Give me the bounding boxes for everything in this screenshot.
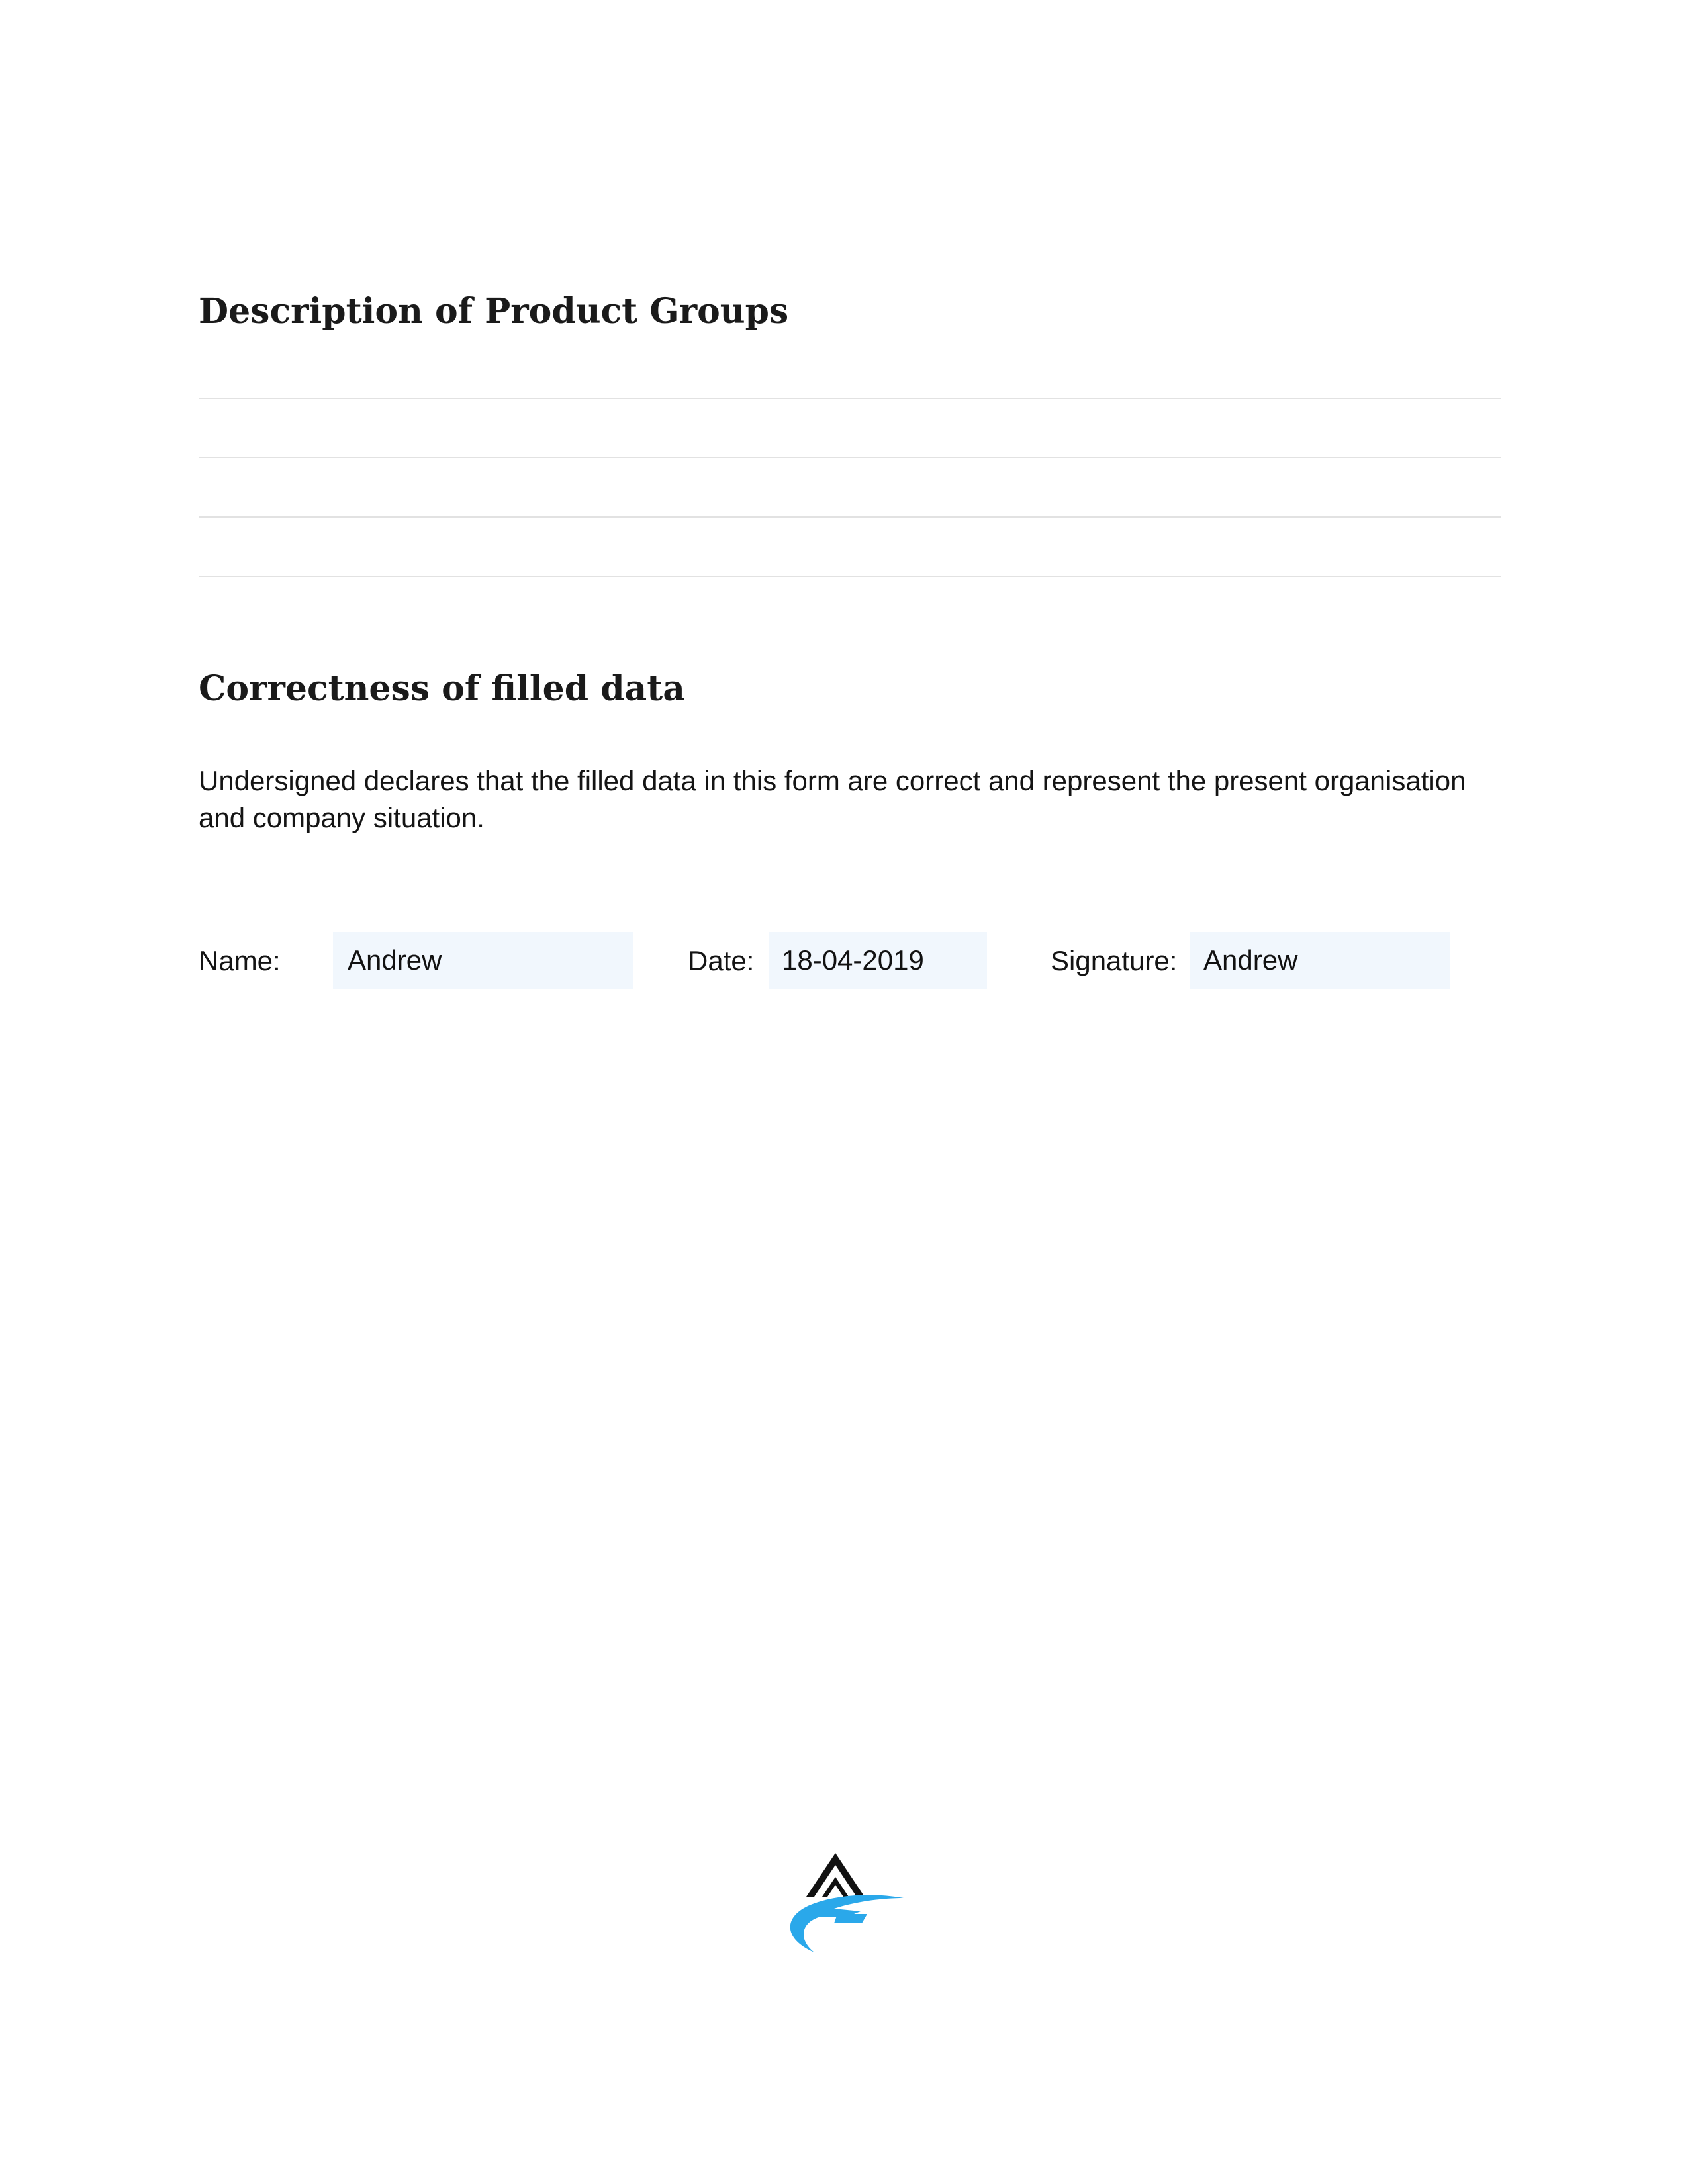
declaration-text: Undersigned declares that the filled data in this form are correct and represent the present organisation and company situation.	[199, 765, 1466, 833]
company-logo-icon	[774, 1853, 907, 1966]
product-groups-line-2[interactable]	[199, 457, 1501, 458]
date-field[interactable]: 18-04-2019	[769, 932, 987, 989]
date-label: Date:	[688, 945, 755, 976]
logo-peak-outer	[806, 1853, 865, 1897]
product-groups-line-4[interactable]	[199, 576, 1501, 577]
signature-label: Signature:	[1051, 945, 1178, 976]
signature-field[interactable]: Andrew	[1190, 932, 1450, 989]
logo-swoosh-inner	[834, 1914, 867, 1923]
name-label: Name:	[199, 945, 281, 976]
logo-swoosh	[790, 1895, 904, 1952]
logo-peak-inner	[822, 1877, 849, 1897]
product-groups-line-1[interactable]	[199, 398, 1501, 399]
product-groups-line-3[interactable]	[199, 516, 1501, 518]
product-groups-title: Description of Product Groups	[199, 291, 789, 332]
name-field[interactable]: Andrew	[333, 932, 633, 989]
correctness-title: Correctness of filled data	[199, 668, 685, 709]
